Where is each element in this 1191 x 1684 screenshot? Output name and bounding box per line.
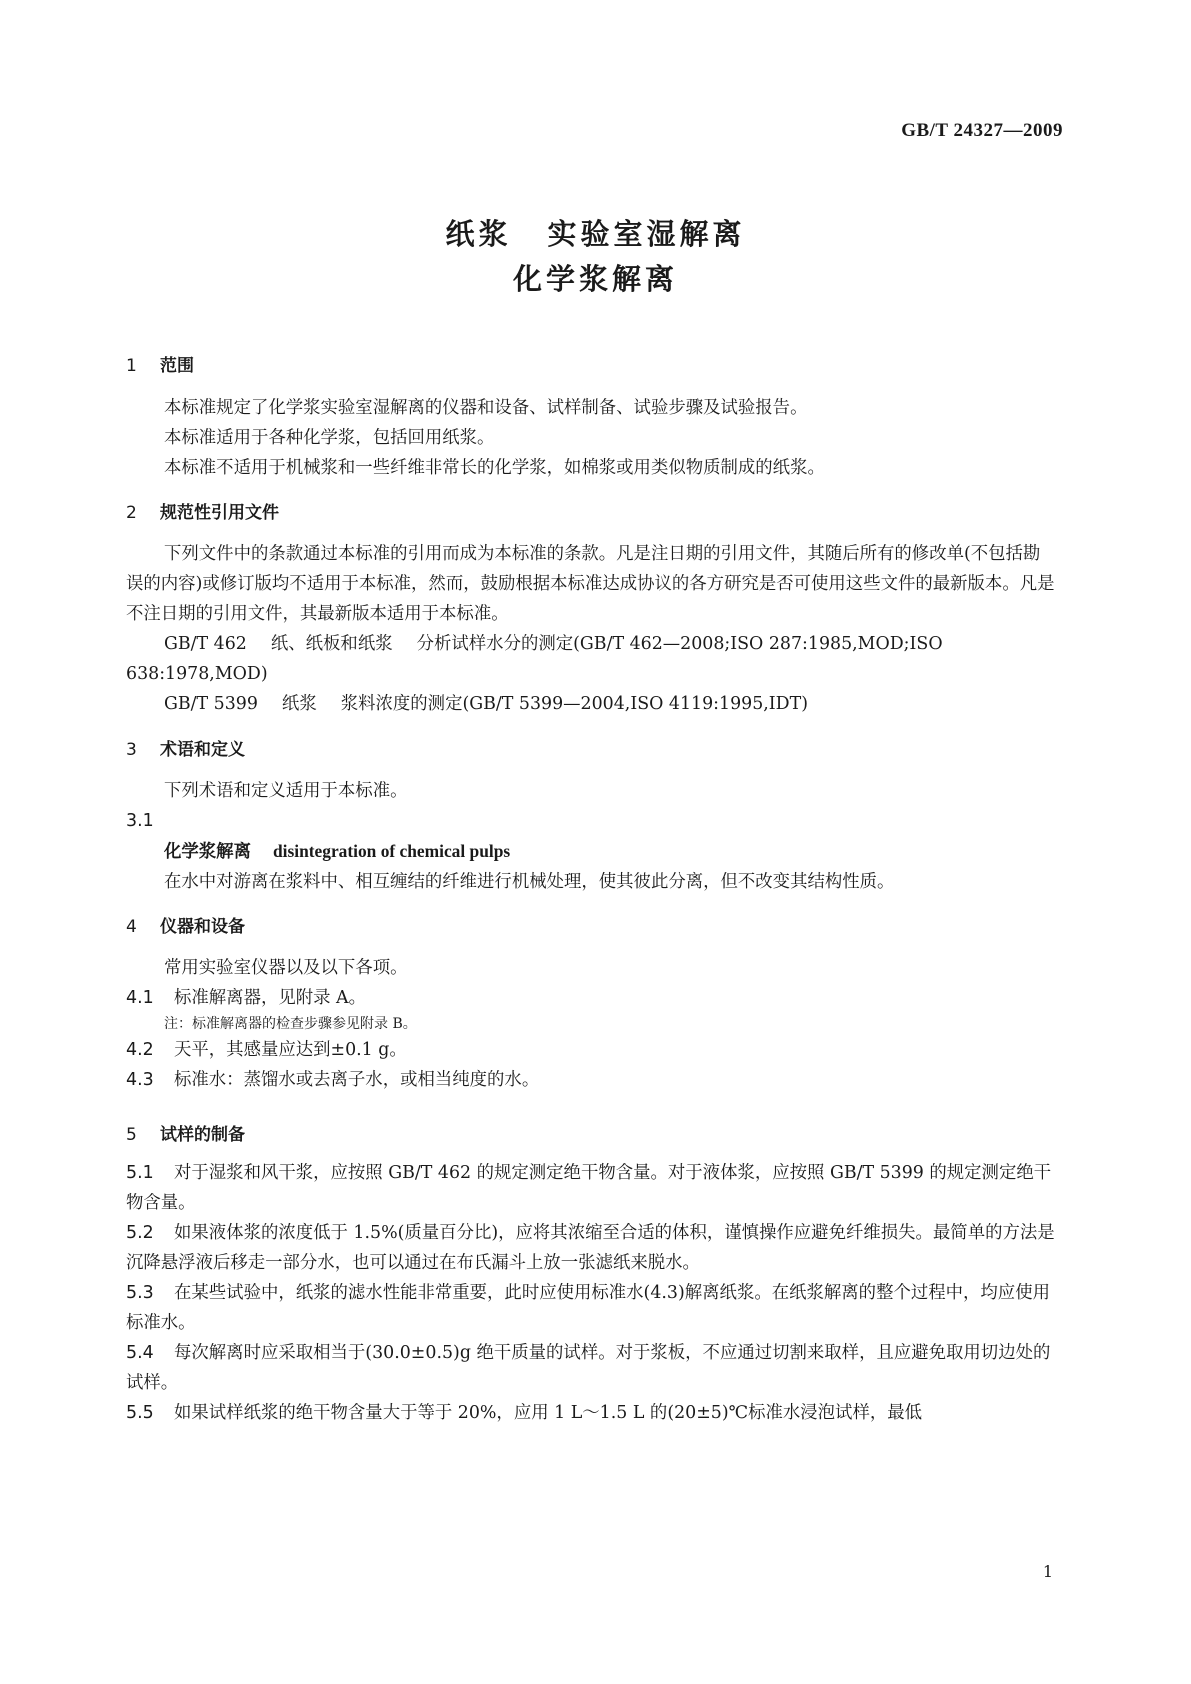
ref-code: GB/T 5399 xyxy=(164,694,258,714)
section-2-heading xyxy=(126,498,279,523)
section-1-heading xyxy=(126,351,194,376)
section-number: 5 xyxy=(126,1125,137,1145)
reference-1 xyxy=(126,629,1056,689)
paragraph: 下列术语和定义适用于本标准。 xyxy=(164,781,408,801)
standard-code: GB/T 24327—2009 xyxy=(901,120,1063,141)
term-chinese: 化学浆解离 xyxy=(164,842,251,862)
section-5-body xyxy=(126,1158,1056,1428)
ref-title-a: 纸浆 xyxy=(281,694,317,714)
page-number: 1 xyxy=(1042,1562,1053,1581)
title-part-a: 纸浆 xyxy=(445,217,512,251)
clause-number: 5.4 xyxy=(126,1343,154,1363)
clause-number: 5.3 xyxy=(126,1283,154,1303)
section-4-body xyxy=(126,953,1056,1095)
ref-title-b: 浆料浓度的测定(GB/T 5399—2004,ISO 4119:1995,IDT) xyxy=(340,694,808,714)
ref-title-a: 纸、纸板和纸浆 xyxy=(270,634,393,654)
section-5-heading xyxy=(126,1120,245,1145)
section-4-heading xyxy=(126,912,245,937)
section-title: 试样的制备 xyxy=(160,1125,245,1145)
clause-5-5 xyxy=(126,1398,1056,1428)
paragraph: 本标准规定了化学浆实验室湿解离的仪器和设备、试样制备、试验步骤及试验报告。 xyxy=(164,398,808,418)
section-number: 3 xyxy=(126,740,137,760)
note: 注：标准解离器的检查步骤参见附录 B。 xyxy=(164,1016,417,1032)
paragraph: 下列文件中的条款通过本标准的引用而成为本标准的条款。凡是注日期的引用文件，其随后所有的修改单(不包括勘误的内容)或修订版均不适用于本标准，然而，鼓励根据本标准达成协议的各方研究是否可使用这些文件的最新版本。凡是不注日期的引用文件，其最新版本适用于本标准。 xyxy=(126,544,1055,624)
section-title: 规范性引用文件 xyxy=(160,503,279,523)
clause-text: 如果液体浆的浓度低于 1.5%(质量百分比)，应将其浓缩至合适的体积，谨慎操作应避免纤维损失。最简单的方法是沉降悬浮液后移走一部分水，也可以通过在布氏漏斗上放一张滤纸来脱水。 xyxy=(126,1223,1055,1273)
section-number: 1 xyxy=(126,356,137,376)
reference-2 xyxy=(126,689,1056,719)
section-3-body xyxy=(126,776,1056,897)
clause-5-3 xyxy=(126,1278,1056,1338)
clause-text: 每次解离时应采取相当于(30.0±0.5)g 绝干质量的试样。对于浆板，不应通过切割来取样，且应避免取用切边处的试样。 xyxy=(126,1343,1051,1393)
section-2-body xyxy=(126,539,1056,719)
term-definition: 在水中对游离在浆料中、相互缠结的纤维进行机械处理，使其彼此分离，但不改变其结构性质。 xyxy=(164,872,895,892)
clause-text: 标准解离器，见附录 A。 xyxy=(174,988,366,1008)
term-english: disintegration of chemical pulps xyxy=(272,841,511,861)
section-title: 术语和定义 xyxy=(160,740,245,760)
section-number: 2 xyxy=(126,503,137,523)
clause-text: 在某些试验中，纸浆的滤水性能非常重要，此时应使用标准水(4.3)解离纸浆。在纸浆解离的整个过程中，均应使用标准水。 xyxy=(126,1283,1050,1333)
clause-text: 如果试样纸浆的绝干物含量大于等于 20%，应用 1 L～1.5 L 的(20±5)℃标准水浸泡试样，最低 xyxy=(174,1403,923,1423)
section-title: 仪器和设备 xyxy=(160,917,245,937)
section-3-heading xyxy=(126,735,245,760)
ref-title-b: 分析试样水分的测定(GB/T 462—2008;ISO 287:1985,MOD;ISO 638:1978,MOD) xyxy=(126,634,943,684)
clause-text: 对于湿浆和风干浆，应按照 GB/T 462 的规定测定绝干物含量。对于液体浆，应按照 GB/T 5399 的规定测定绝干物含量。 xyxy=(126,1163,1052,1213)
clause-number: 3.1 xyxy=(126,811,154,831)
clause-5-1 xyxy=(126,1158,1056,1218)
title-part-b: 实验室湿解离 xyxy=(547,217,746,251)
clause-4-2 xyxy=(126,1035,1056,1065)
section-number: 4 xyxy=(126,917,137,937)
clause-number: 5.2 xyxy=(126,1223,154,1243)
title-line-1 xyxy=(0,212,1191,253)
section-1-body xyxy=(126,393,1056,483)
clause-text: 标准水：蒸馏水或去离子水，或相当纯度的水。 xyxy=(174,1070,540,1090)
paragraph: 本标准适用于各种化学浆，包括回用纸浆。 xyxy=(164,428,495,448)
section-title: 范围 xyxy=(160,356,194,376)
clause-4-1 xyxy=(126,983,1056,1013)
paragraph: 常用实验室仪器以及以下各项。 xyxy=(164,958,408,978)
clause-5-2 xyxy=(126,1218,1056,1278)
subclause-number xyxy=(126,806,1056,836)
ref-code: GB/T 462 xyxy=(164,634,247,654)
title-line-2: 化学浆解离 xyxy=(512,262,678,296)
clause-number: 4.1 xyxy=(126,988,154,1008)
clause-number: 4.2 xyxy=(126,1040,154,1060)
clause-number: 5.1 xyxy=(126,1163,154,1183)
clause-number: 4.3 xyxy=(126,1070,154,1090)
clause-text: 天平，其感量应达到±0.1 g。 xyxy=(174,1040,407,1060)
term-entry xyxy=(126,836,1056,867)
clause-4-3 xyxy=(126,1065,1056,1095)
clause-5-4 xyxy=(126,1338,1056,1398)
clause-number: 5.5 xyxy=(126,1403,154,1423)
paragraph: 本标准不适用于机械浆和一些纤维非常长的化学浆，如棉浆或用类似物质制成的纸浆。 xyxy=(164,458,825,478)
